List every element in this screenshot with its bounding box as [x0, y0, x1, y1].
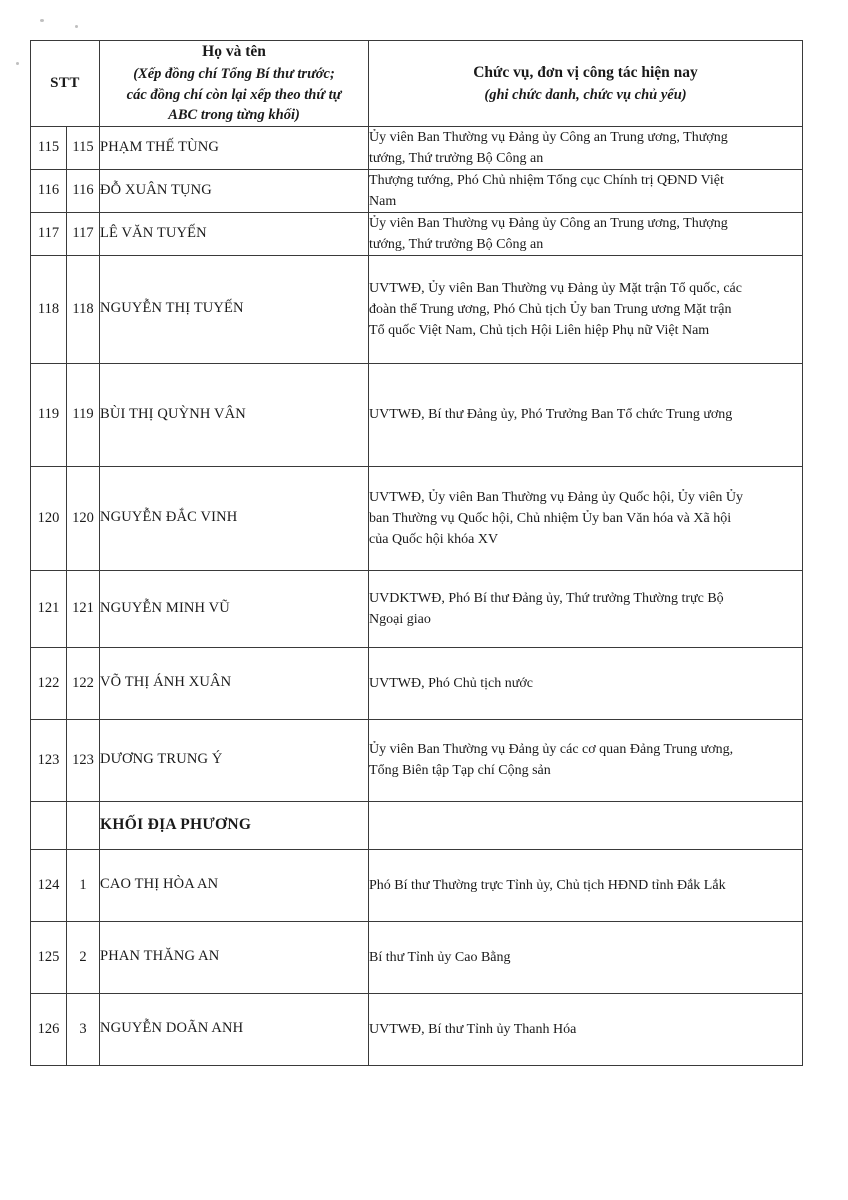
- cell-order: 2: [67, 921, 100, 993]
- table-body: [31, 126, 803, 1065]
- cell-stt: 119: [31, 363, 67, 466]
- cell-stt: 117: [31, 212, 67, 255]
- position-line: tướng, Thứ trưởng Bộ Công an: [369, 150, 544, 166]
- cell-position: [369, 849, 803, 921]
- position-line: Thượng tướng, Phó Chủ nhiệm Tổng cục Chính trị QĐND Việt: [369, 172, 724, 188]
- cell-stt: 115: [31, 126, 67, 169]
- cell-position: [369, 801, 803, 849]
- note-line: các đồng chí còn lại xếp theo thứ tự: [126, 86, 342, 103]
- scan-speck: [75, 25, 78, 28]
- registry-table: [30, 40, 803, 1066]
- table-row: [31, 212, 803, 255]
- column-header-position-note: (ghi chức danh, chức vụ chủ yếu): [484, 86, 687, 103]
- cell-name: VÕ THỊ ÁNH XUÂN: [100, 647, 369, 719]
- table-header: [31, 41, 803, 127]
- note-line: (Xếp đồng chí Tổng Bí thư trước;: [133, 66, 335, 82]
- table-row: [31, 255, 803, 363]
- position-line: Tổ quốc Việt Nam, Chủ tịch Hội Liên hiệp Phụ nữ Việt Nam: [369, 322, 710, 338]
- position-line: Phó Bí thư Thường trực Tỉnh ủy, Chủ tịch HĐND tỉnh Đắk Lắk: [369, 877, 726, 893]
- position-line: UVTWĐ, Ủy viên Ban Thường vụ Đảng ủy Mặt trận Tổ quốc, các: [369, 280, 742, 296]
- note-line: ABC trong từng khối): [168, 107, 300, 124]
- cell-order: 118: [67, 255, 100, 363]
- header-row: [31, 41, 803, 127]
- cell-order: 121: [67, 570, 100, 647]
- position-line: UVDKTWĐ, Phó Bí thư Đảng ủy, Thứ trưởng Thường trực Bộ: [369, 590, 724, 606]
- position-line: Bí thư Tỉnh ủy Cao Bằng: [369, 949, 511, 965]
- position-line: UVTWĐ, Phó Chủ tịch nước: [369, 675, 533, 691]
- position-line: Tổng Biên tập Tạp chí Cộng sản: [369, 763, 551, 779]
- cell-stt: 126: [31, 993, 67, 1065]
- table-row: [31, 570, 803, 647]
- position-line: UVTWĐ, Bí thư Tỉnh ủy Thanh Hóa: [369, 1021, 577, 1037]
- table-row: [31, 466, 803, 570]
- cell-position: [369, 212, 803, 255]
- cell-position: [369, 993, 803, 1065]
- cell-section-title: KHỐI ĐỊA PHƯƠNG: [100, 801, 369, 849]
- cell-position: [369, 255, 803, 363]
- table-row: [31, 719, 803, 801]
- cell-name: NGUYỄN DOÃN ANH: [100, 993, 369, 1065]
- column-header-name: [100, 41, 369, 127]
- cell-position: [369, 169, 803, 212]
- cell-position: [369, 719, 803, 801]
- table-row: [31, 363, 803, 466]
- cell-stt: 120: [31, 466, 67, 570]
- position-line: Ngoại giao: [369, 611, 431, 627]
- cell-position: [369, 466, 803, 570]
- cell-name: BÙI THỊ QUỲNH VÂN: [100, 363, 369, 466]
- scan-speck: [40, 19, 44, 22]
- cell-order: 119: [67, 363, 100, 466]
- cell-position: [369, 921, 803, 993]
- cell-order: 116: [67, 169, 100, 212]
- position-line: Ủy viên Ban Thường vụ Đảng ủy các cơ quan Đảng Trung ương,: [369, 742, 734, 758]
- table-row: [31, 126, 803, 169]
- column-header-name-title: Họ và tên: [202, 43, 266, 60]
- table-row: [31, 993, 803, 1065]
- cell-order: 117: [67, 212, 100, 255]
- cell-stt: 122: [31, 647, 67, 719]
- cell-name: NGUYỄN ĐẮC VINH: [100, 466, 369, 570]
- cell-name: PHẠM THẾ TÙNG: [100, 126, 369, 169]
- position-line: Nam: [369, 193, 397, 209]
- cell-name: NGUYỄN MINH VŨ: [100, 570, 369, 647]
- cell-stt: 116: [31, 169, 67, 212]
- cell-name: LÊ VĂN TUYẾN: [100, 212, 369, 255]
- cell-position: [369, 647, 803, 719]
- cell-position: [369, 570, 803, 647]
- cell-order: 1: [67, 849, 100, 921]
- column-header-stt: STT: [31, 41, 100, 127]
- position-line: đoàn thể Trung ương, Phó Chủ tịch Ủy ban Trung ương Mặt trận: [369, 301, 732, 317]
- position-line: tướng, Thứ trưởng Bộ Công an: [369, 236, 544, 252]
- scan-speck: [16, 62, 19, 65]
- column-header-name-note: [100, 64, 368, 126]
- column-header-position: [369, 41, 803, 127]
- cell-order: 123: [67, 719, 100, 801]
- table-row: [31, 921, 803, 993]
- section-header-row: [31, 801, 803, 849]
- cell-stt: 121: [31, 570, 67, 647]
- cell-order: 3: [67, 993, 100, 1065]
- cell-position: [369, 126, 803, 169]
- cell-name: CAO THỊ HÒA AN: [100, 849, 369, 921]
- cell-stt: 118: [31, 255, 67, 363]
- column-header-position-title: Chức vụ, đơn vị công tác hiện nay: [473, 63, 698, 81]
- cell-stt: 123: [31, 719, 67, 801]
- cell-name: NGUYỄN THỊ TUYẾN: [100, 255, 369, 363]
- position-line: ban Thường vụ Quốc hội, Chủ nhiệm Ủy ban Văn hóa và Xã hội: [369, 510, 732, 526]
- position-line: Ủy viên Ban Thường vụ Đảng ủy Công an Trung ương, Thượng: [369, 215, 728, 231]
- table-row: [31, 647, 803, 719]
- cell-position: [369, 363, 803, 466]
- cell-name: DƯƠNG TRUNG Ý: [100, 719, 369, 801]
- cell-order: 120: [67, 466, 100, 570]
- cell-order: [67, 801, 100, 849]
- position-line: UVTWĐ, Ủy viên Ban Thường vụ Đảng ủy Quốc hội, Ủy viên Ủy: [369, 489, 744, 505]
- position-line: UVTWĐ, Bí thư Đảng ủy, Phó Trưởng Ban Tổ chức Trung ương: [369, 407, 733, 423]
- cell-order: 115: [67, 126, 100, 169]
- cell-stt: 125: [31, 921, 67, 993]
- table-row: [31, 169, 803, 212]
- cell-name: ĐỖ XUÂN TỤNG: [100, 169, 369, 212]
- table-row: [31, 849, 803, 921]
- position-line: của Quốc hội khóa XV: [369, 531, 499, 547]
- position-line: Ủy viên Ban Thường vụ Đảng ủy Công an Trung ương, Thượng: [369, 129, 728, 145]
- cell-name: PHAN THĂNG AN: [100, 921, 369, 993]
- cell-stt: 124: [31, 849, 67, 921]
- cell-stt: [31, 801, 67, 849]
- cell-order: 122: [67, 647, 100, 719]
